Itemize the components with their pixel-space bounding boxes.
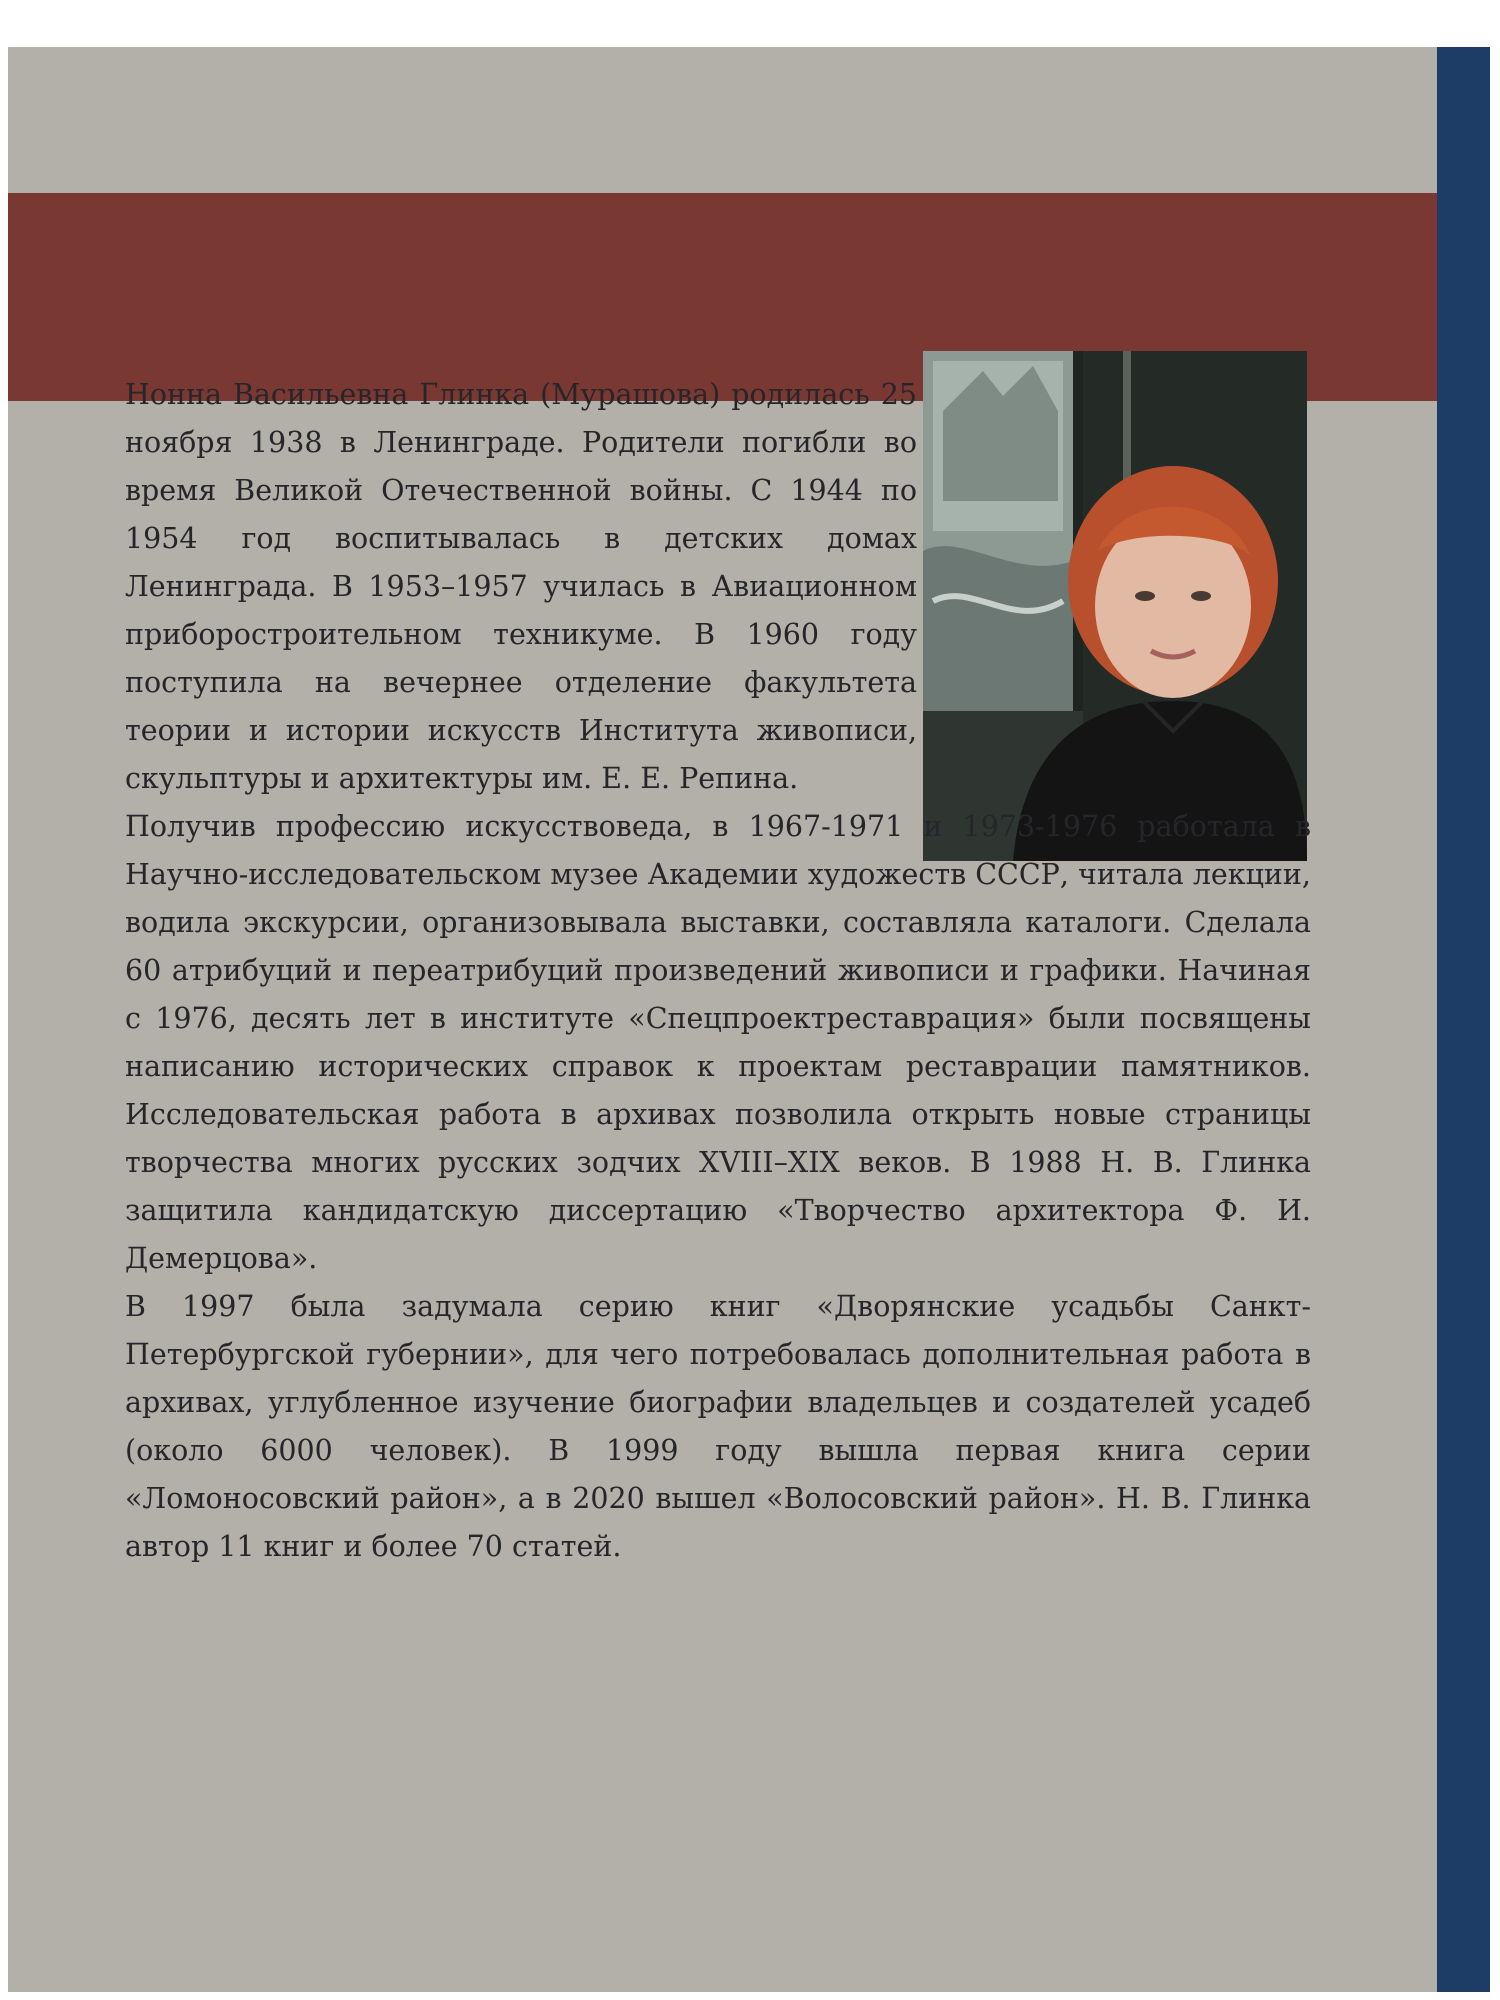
biography-paragraph-3: В 1997 была задумала серию книг «Дворянские усадьбы Санкт-Петербургской губернии», для чего потребовалась дополнительная работа в архивах, углубленное изучение биографии владельцев и создателей усадеб (около 6000 человек). В 1999 году вышла первая книга серии «Ломоносовский район», а в 2020 вышел «Волосовский район». Н. В. Глинка автор 11 книг и более 70 статей. (125, 1290, 1311, 1563)
biography-paragraph-2: Получив профессию искусствоведа, в 1967-1971 и 1973-1976 работала в Научно-исследовательском музее Академии художеств СССР, читала лекции, водила экскурсии, организовывала выставки, составляла каталоги. Сделала 60 атрибуций и переатрибуций произведений живописи и графики. Начиная с 1976, десять лет в институте «Спецпроектреставрация» были посвящены написанию исторических справок к проектам реставрации памятников. Исследовательская работа в архивах позволила открыть новые страницы творчества многих русских зодчих XVIII–XIX веков. В 1988 Н. В. Глинка защитила кандидатскую диссертацию «Творчество архитектора Ф. И. Демерцова». (125, 810, 1311, 1275)
biography-paragraph-1: Нонна Васильевна Глинка (Мурашова) родилась 25 ноября 1938 в Ленинграде. Родители погибли во время Великой Отечественной войны. С 1944 по 1954 год воспитывалась в детских домах Ленинграда. В 1953–1957 училась в Авиационном приборостроительном техникуме. В 1960 году поступила на вечернее отделение факультета теории и истории искусств Института живописи, скульптуры и архитектуры им. Е. Е. Репина. (125, 378, 917, 795)
spine-stripe (1437, 47, 1490, 1992)
author-biography (125, 371, 1311, 1571)
book-back-cover (8, 47, 1490, 1992)
